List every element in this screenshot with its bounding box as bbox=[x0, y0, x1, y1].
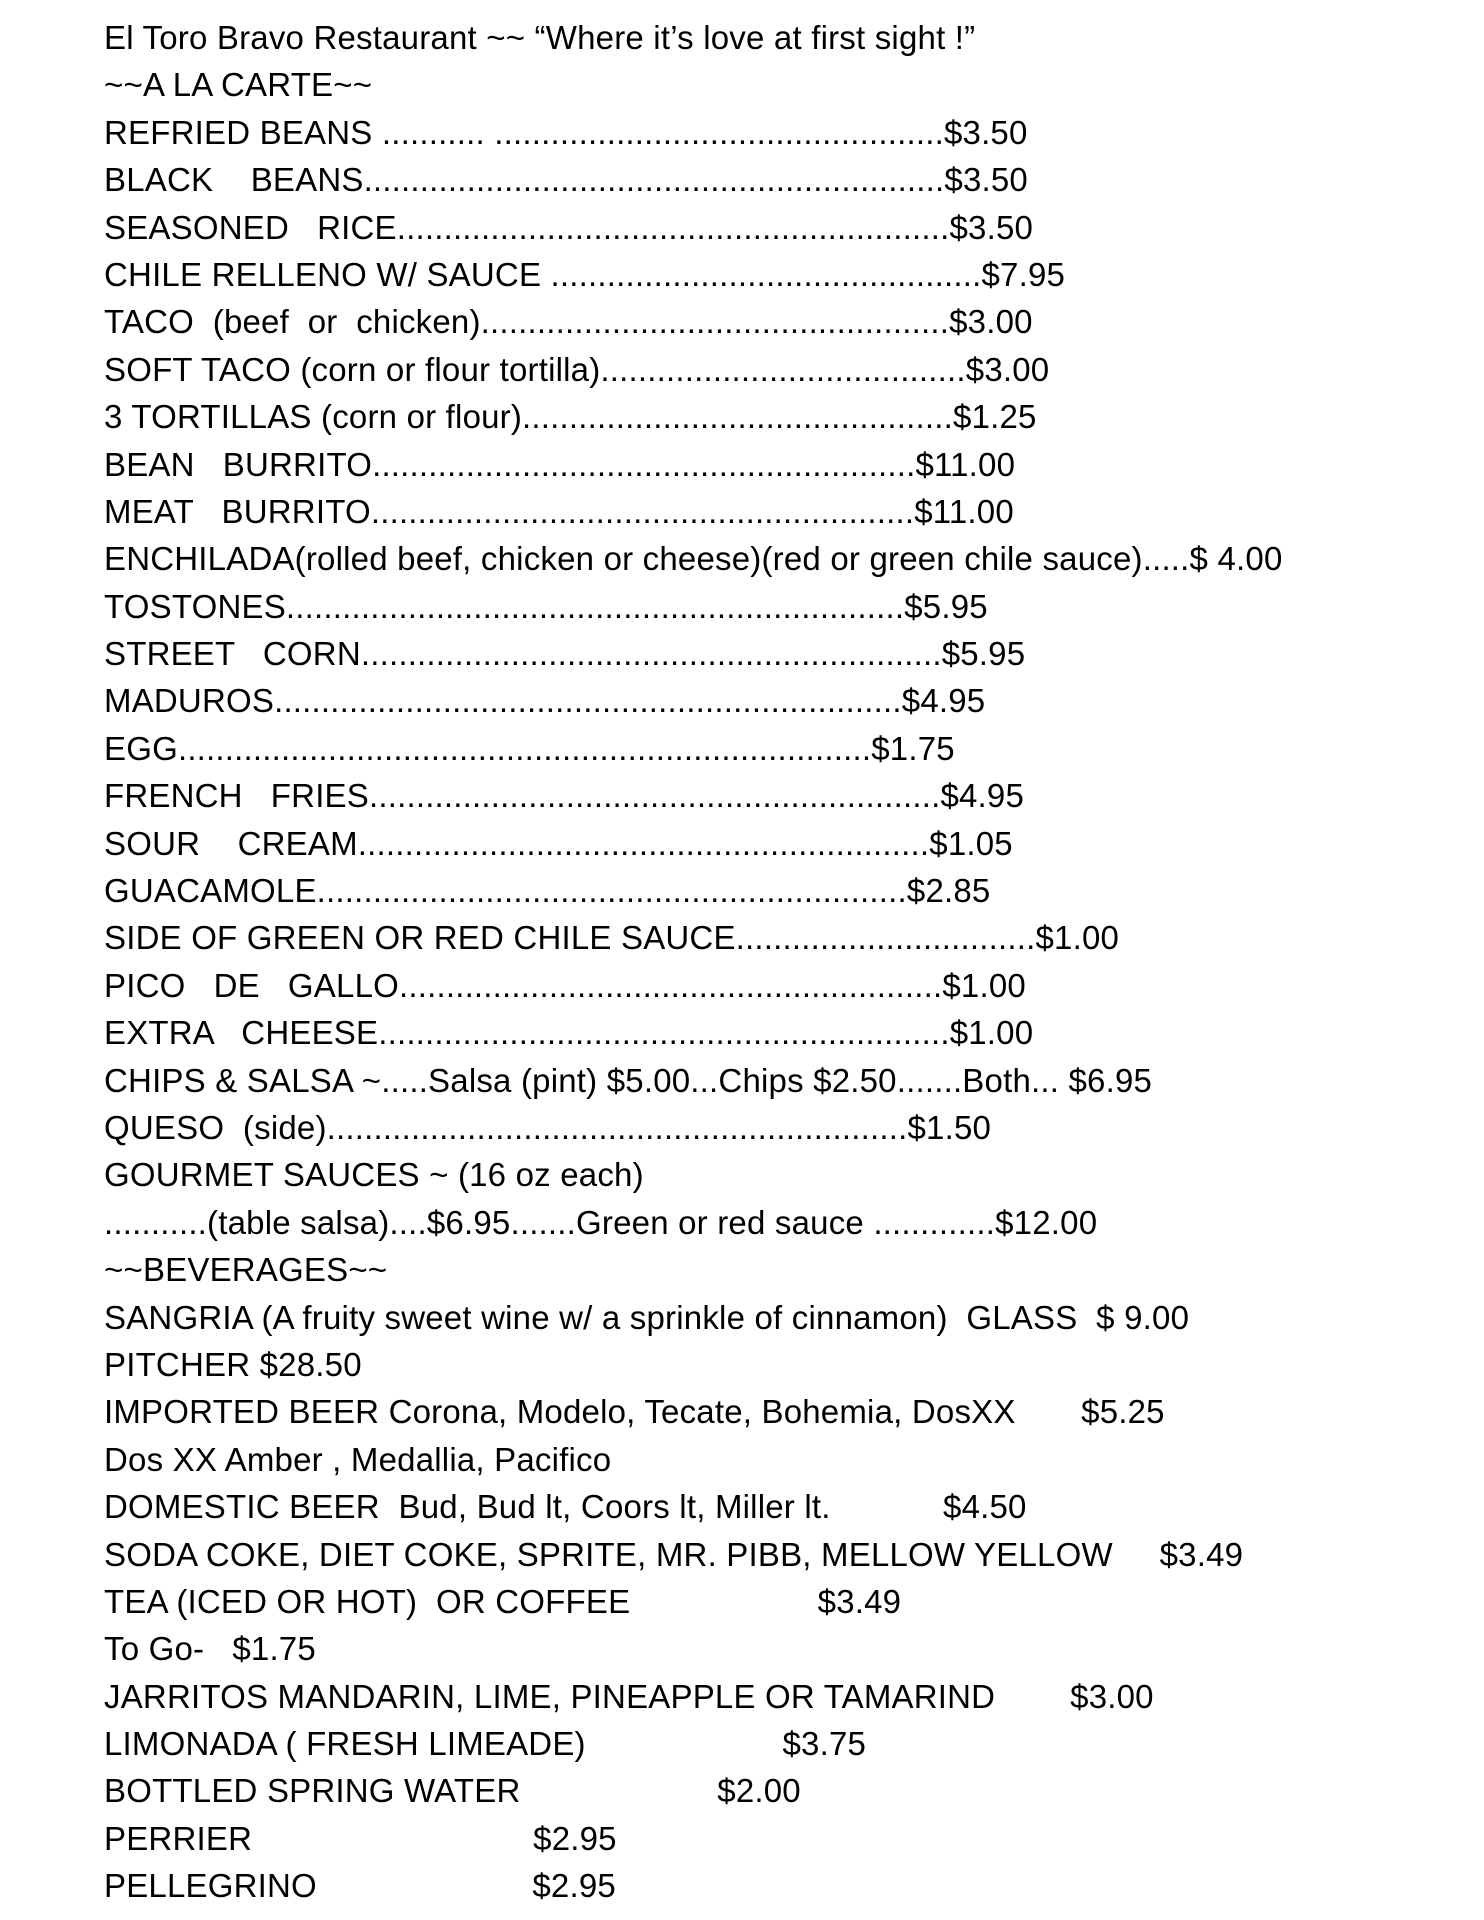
menu-item-soft-taco: SOFT TACO (corn or flour tortilla).......................................$3.00 bbox=[104, 350, 1050, 388]
menu-item-guacamole: GUACAMOLE...............................................................$2.85 bbox=[104, 872, 991, 910]
menu-item-taco: TACO (beef or chicken)..................................................$3.00 bbox=[104, 303, 1033, 341]
beverage-item-soda: SODA COKE, DIET COKE, SPRITE, MR. PIBB, MELLOW YELLOW $3.49 bbox=[104, 1535, 1244, 1573]
beverage-item-limonada: LIMONADA ( FRESH LIMEADE) $3.75 bbox=[104, 1725, 867, 1763]
menu-item-refried-beans: REFRIED BEANS ........... ................................................$3.50 bbox=[104, 113, 1028, 151]
menu-page bbox=[104, 14, 1464, 1910]
beverage-item-imported-beer: IMPORTED BEER Corona, Modelo, Tecate, Bohemia, DosXX $5.25 bbox=[104, 1393, 1165, 1431]
beverage-item-spring-water: BOTTLED SPRING WATER $2.00 bbox=[104, 1772, 801, 1810]
menu-item-pico-de-gallo: PICO DE GALLO..........................................................$1.00 bbox=[104, 966, 1026, 1004]
menu-item-street-corn: STREET CORN..............................................................$5.95 bbox=[104, 635, 1026, 673]
beverage-item-jarritos: JARRITOS MANDARIN, LIME, PINEAPPLE OR TAMARIND $3.00 bbox=[104, 1677, 1154, 1715]
menu-item-tortillas: 3 TORTILLAS (corn or flour)..............................................$1.25 bbox=[104, 398, 1037, 436]
menu-item-egg: EGG..........................................................................$1.75 bbox=[104, 729, 955, 767]
beverage-item-to-go: To Go- $1.75 bbox=[104, 1630, 316, 1668]
menu-item-french-fries: FRENCH FRIES.............................................................$4.95 bbox=[104, 777, 1025, 815]
section-heading-a-la-carte: ~~A LA CARTE~~ bbox=[104, 66, 373, 104]
beverage-item-perrier: PERRIER $2.95 bbox=[104, 1819, 617, 1857]
beverage-item-pellegrino: PELLEGRINO $2.95 bbox=[104, 1867, 616, 1905]
menu-item-enchilada: ENCHILADA(rolled beef, chicken or cheese)(red or green chile sauce).....$ 4.00 bbox=[104, 540, 1283, 578]
menu-item-maduros: MADUROS...................................................................$4.95 bbox=[104, 682, 986, 720]
menu-item-chile-sauce-side: SIDE OF GREEN OR RED CHILE SAUCE................................$1.00 bbox=[104, 919, 1120, 957]
menu-item-queso: QUESO (side)..............................................................$1.50 bbox=[104, 1108, 992, 1146]
menu-item-seasoned-rice: SEASONED RICE...........................................................$3.50 bbox=[104, 208, 1034, 246]
menu-item-meat-burrito: MEAT BURRITO..........................................................$11.00 bbox=[104, 492, 1014, 530]
section-heading-beverages: ~~BEVERAGES~~ bbox=[104, 1251, 388, 1289]
restaurant-title: El Toro Bravo Restaurant ~~ “Where it’s love at first sight !” bbox=[104, 19, 976, 56]
menu-item-black-beans: BLACK BEANS..............................................................$3.50 bbox=[104, 161, 1028, 199]
beverage-item-sangria: SANGRIA (A fruity sweet wine w/ a sprinkle of cinnamon) GLASS $ 9.00 bbox=[104, 1298, 1190, 1336]
menu-item-chile-relleno: CHILE RELLENO W/ SAUCE ..............................................$7.95 bbox=[104, 255, 1066, 293]
menu-item-sour-cream: SOUR CREAM.............................................................$1.05 bbox=[104, 824, 1013, 862]
beverage-item-imported-beer-more: Dos XX Amber , Medallia, Pacifico bbox=[104, 1440, 612, 1478]
menu-item-tostones: TOSTONES..................................................................$5.95 bbox=[104, 587, 988, 625]
menu-item-bean-burrito: BEAN BURRITO..........................................................$11.00 bbox=[104, 445, 1016, 483]
beverage-item-sangria-pitcher: PITCHER $28.50 bbox=[104, 1345, 362, 1383]
menu-item-gourmet-sauces: GOURMET SAUCES ~ (16 oz each) bbox=[104, 1156, 644, 1194]
beverage-item-domestic-beer: DOMESTIC BEER Bud, Bud lt, Coors lt, Miller lt. $4.50 bbox=[104, 1488, 1027, 1526]
menu-item-chips-salsa: CHIPS & SALSA ~.....Salsa (pint) $5.00...Chips $2.50.......Both... $6.95 bbox=[104, 1061, 1153, 1099]
menu-item-gourmet-sauces-prices: ...........(table salsa)....$6.95.......Green or red sauce .............$12.00 bbox=[104, 1203, 1098, 1241]
beverage-item-tea-coffee: TEA (ICED OR HOT) OR COFFEE $3.49 bbox=[104, 1582, 902, 1620]
menu-item-extra-cheese: EXTRA CHEESE.............................................................$1.00 bbox=[104, 1014, 1034, 1052]
